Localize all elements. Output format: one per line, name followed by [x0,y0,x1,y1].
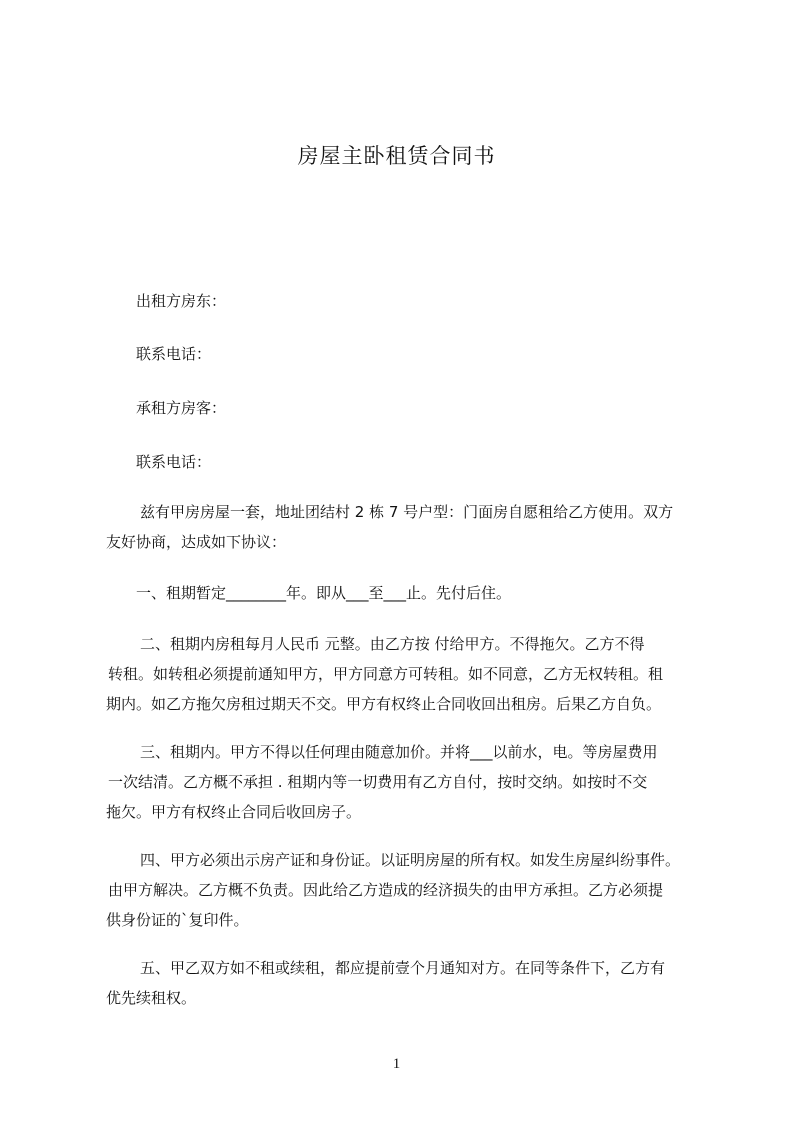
clause-4 [106,845,706,935]
clause-3 [106,737,706,827]
lessor-field: 出租方房东： [136,292,227,310]
paragraph-line: 转租。如转租必须提前通知甲方，甲方同意方可转租。如不同意，乙方无权转租。租 [108,665,664,683]
intro-paragraph [106,497,706,557]
paragraph-line: 期内。如乙方拖欠房租过期天不交。甲方有权终止合同收回出租房。后果乙方自负。 [106,695,662,713]
paragraph-line: 兹有甲房房屋一套，地址团结村 2 栋 7 号户型：门面房自愿租给乙方使用。双方 [140,503,674,521]
lessor-phone-field: 联系电话： [136,345,212,363]
lessee-field: 承租方房客： [136,399,227,417]
document-title: 房屋主卧租赁合同书 [297,144,496,168]
paragraph-line: 一次结清。乙方概不承担 . 租期内等一切费用有乙方自付，按时交纳。如按时不交 [108,773,648,791]
clause-5 [106,953,706,1013]
paragraph-line: 友好协商，达成如下协议： [106,533,287,551]
paragraph-line: 供身份证的`复印件。 [106,911,249,929]
paragraph-line: 四、甲方必须出示房产证和身份证。以证明房屋的所有权。如发生房屋纠纷事件。 [140,851,681,869]
paragraph-line: 优先续租权。 [106,989,197,1007]
clause-2 [106,629,706,719]
paragraph-line: 二、租期内房租每月人民币 元整。由乙方按 付给甲方。不得拖欠。乙方不得 [140,635,645,653]
paragraph-line: 五、甲乙双方如不租或续租，都应提前壹个月通知对方。在同等条件下，乙方有 [140,959,666,977]
lessee-phone-field: 联系电话： [136,453,212,471]
paragraph-line: 由甲方解决。乙方概不负责。因此给乙方造成的经济损失的由甲方承担。乙方必须提 [108,881,664,899]
paragraph-line: 三、租期内。甲方不得以任何理由随意加价。并将___以前水，电。等房屋费用 [140,743,658,761]
paragraph-line: 拖欠。甲方有权终止合同后收回房子。 [106,803,362,821]
page-number: 1 [392,1056,401,1072]
clause-1 [106,578,706,608]
paragraph-line: 一、租期暂定________年。即从___至___止。先付后住。 [136,584,512,602]
